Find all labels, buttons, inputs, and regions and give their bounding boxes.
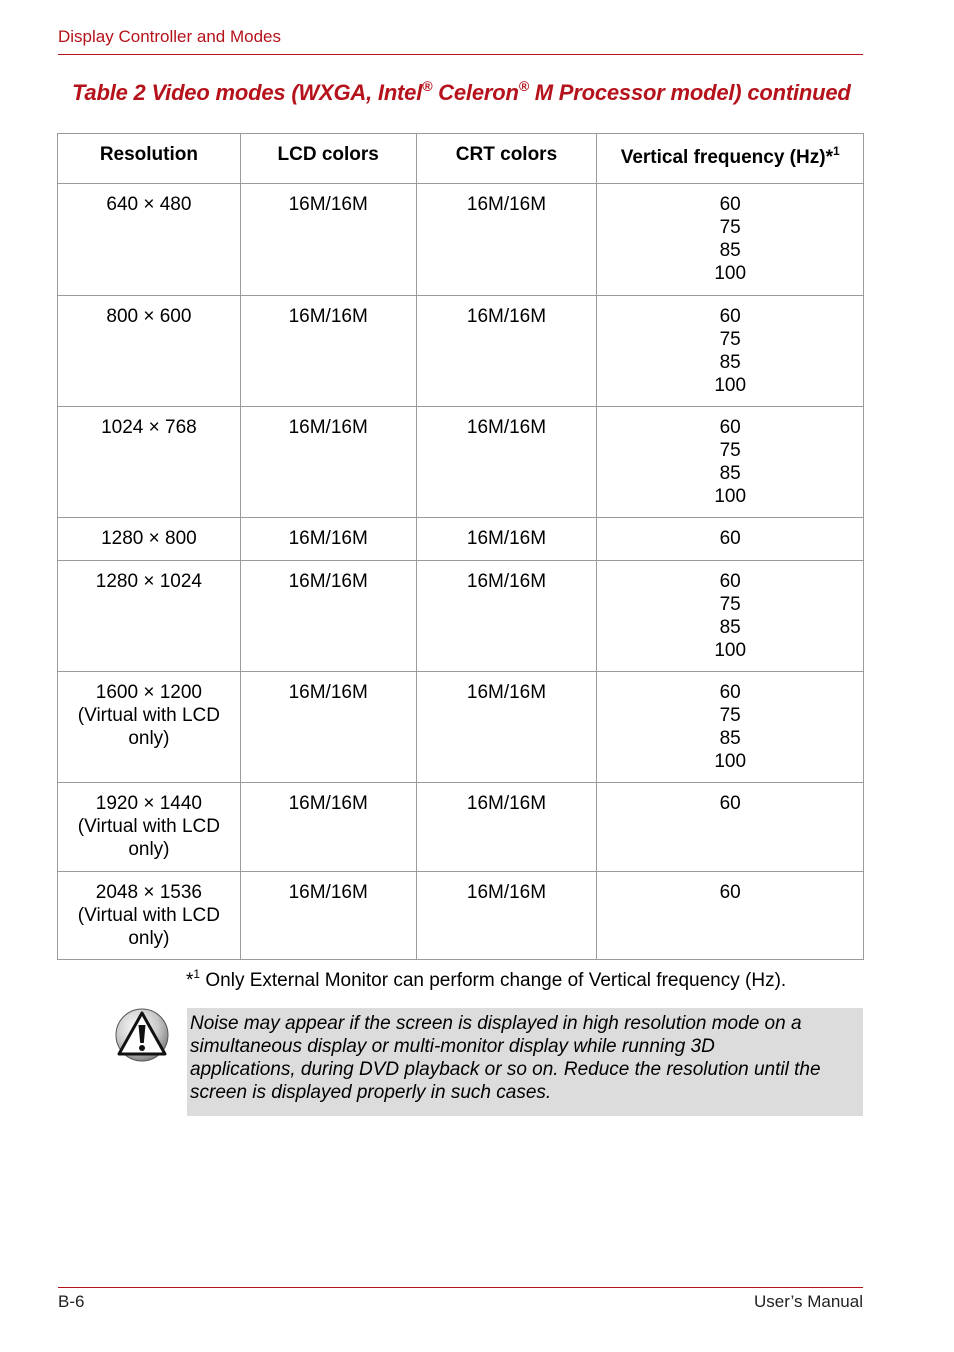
cell-vertical-frequency (597, 407, 864, 518)
column-header-crt-colors: CRT colors (416, 134, 597, 184)
cell-crt-colors: 16M/16M (416, 872, 597, 960)
cell-vertical-frequency (597, 296, 864, 407)
cell-lcd-colors: 16M/16M (240, 184, 416, 296)
cell-lcd-colors: 16M/16M (240, 296, 416, 407)
cell-crt-colors: 16M/16M (416, 672, 597, 783)
registered-mark: ® (518, 78, 529, 94)
cell-lcd-colors: 16M/16M (240, 872, 416, 960)
frequency-value: 85 (719, 240, 741, 261)
cell-lcd-colors: 16M/16M (240, 672, 416, 783)
footer-divider (58, 1287, 863, 1288)
frequency-value: 100 (714, 640, 747, 661)
frequency-value: 60 (719, 682, 741, 703)
cell-resolution (58, 184, 241, 296)
footnote (186, 967, 787, 992)
cell-vertical-frequency (597, 518, 864, 561)
table-header-row (58, 134, 864, 184)
frequency-value: 85 (719, 728, 741, 749)
frequency-value: 100 (714, 486, 747, 507)
frequency-value: 60 (719, 194, 741, 215)
resolution-line: 1024 × 768 (101, 417, 197, 438)
frequency-value: 85 (719, 617, 741, 638)
frequency-value: 60 (719, 793, 741, 814)
frequency-value: 60 (719, 528, 741, 549)
cell-crt-colors: 16M/16M (416, 561, 597, 672)
cell-crt-colors: 16M/16M (416, 783, 597, 872)
registered-mark: ® (422, 78, 433, 94)
footnote-text: Only External Monitor can perform change of Vertical frequency (Hz). (200, 970, 787, 991)
cell-resolution (58, 783, 241, 872)
frequency-value: 60 (719, 417, 741, 438)
caution-line: Noise may appear if the screen is displayed in high resolution mode on a (190, 1013, 802, 1034)
cell-lcd-colors: 16M/16M (240, 518, 416, 561)
column-header-vertical-frequency (597, 134, 864, 184)
resolution-line: 800 × 600 (106, 306, 192, 327)
table-row (58, 561, 864, 672)
resolution-line: 640 × 480 (106, 194, 192, 215)
manual-title: User’s Manual (754, 1292, 863, 1311)
table-title-part3: M Processor model) continued (528, 80, 851, 105)
footnote-asterisk: * (186, 970, 194, 991)
cell-resolution (58, 518, 241, 561)
frequency-value: 75 (719, 594, 741, 615)
header-divider (58, 54, 863, 55)
table-row (58, 783, 864, 872)
resolution-line: only) (128, 839, 170, 860)
table-row (58, 872, 864, 960)
resolution-line: only) (128, 728, 170, 749)
cell-resolution (58, 872, 241, 960)
page-number: B-6 (58, 1292, 85, 1311)
frequency-value: 60 (719, 571, 741, 592)
frequency-value: 100 (714, 751, 747, 772)
video-modes-table (57, 133, 864, 960)
cell-vertical-frequency (597, 672, 864, 783)
resolution-line: (Virtual with LCD (77, 705, 220, 726)
table-row (58, 296, 864, 407)
table-row (58, 407, 864, 518)
vertical-frequency-label: Vertical frequency (Hz)* (620, 147, 833, 168)
frequency-value: 75 (719, 329, 741, 350)
caution-line: screen is displayed properly in such cases. (190, 1082, 552, 1103)
cell-lcd-colors: 16M/16M (240, 783, 416, 872)
frequency-value: 75 (719, 217, 741, 238)
resolution-line: (Virtual with LCD (77, 905, 220, 926)
cell-vertical-frequency (597, 783, 864, 872)
cell-vertical-frequency (597, 561, 864, 672)
footnote-number: 1 (193, 967, 201, 981)
cell-lcd-colors: 16M/16M (240, 407, 416, 518)
frequency-value: 85 (719, 463, 741, 484)
cell-crt-colors: 16M/16M (416, 407, 597, 518)
frequency-value: 75 (719, 705, 741, 726)
footnote-marker: 1 (832, 144, 840, 158)
table-row (58, 518, 864, 561)
frequency-value: 75 (719, 440, 741, 461)
table-title-part1: Table 2 Video modes (WXGA, Intel (72, 80, 423, 105)
table-title (72, 80, 851, 106)
cell-crt-colors: 16M/16M (416, 184, 597, 296)
cell-lcd-colors: 16M/16M (240, 561, 416, 672)
cell-resolution (58, 672, 241, 783)
cell-resolution (58, 561, 241, 672)
running-header: Display Controller and Modes (58, 27, 281, 46)
resolution-line: only) (128, 928, 170, 949)
cell-vertical-frequency (597, 184, 864, 296)
table-row (58, 184, 864, 296)
cell-crt-colors: 16M/16M (416, 518, 597, 561)
frequency-value: 60 (719, 882, 741, 903)
cell-resolution (58, 296, 241, 407)
warning-triangle-icon (114, 1007, 170, 1063)
resolution-line: 1280 × 800 (101, 528, 197, 549)
cell-crt-colors: 16M/16M (416, 296, 597, 407)
table-title-part2: Celeron (432, 80, 519, 105)
column-header-lcd-colors: LCD colors (240, 134, 416, 184)
resolution-line: 1280 × 1024 (95, 571, 202, 592)
resolution-line: 2048 × 1536 (95, 882, 202, 903)
cell-resolution (58, 407, 241, 518)
resolution-line: 1920 × 1440 (95, 793, 202, 814)
resolution-line: 1600 × 1200 (95, 682, 202, 703)
caution-line: applications, during DVD playback or so on. Reduce the resolution until the (190, 1059, 821, 1080)
column-header-resolution: Resolution (58, 134, 241, 184)
frequency-value: 100 (714, 263, 747, 284)
caution-note (187, 1008, 863, 1116)
frequency-value: 100 (714, 375, 747, 396)
cell-vertical-frequency (597, 872, 864, 960)
frequency-value: 60 (719, 306, 741, 327)
table-row (58, 672, 864, 783)
caution-line: simultaneous display or multi-monitor display while running 3D (190, 1036, 715, 1057)
frequency-value: 85 (719, 352, 741, 373)
resolution-line: (Virtual with LCD (77, 816, 220, 837)
